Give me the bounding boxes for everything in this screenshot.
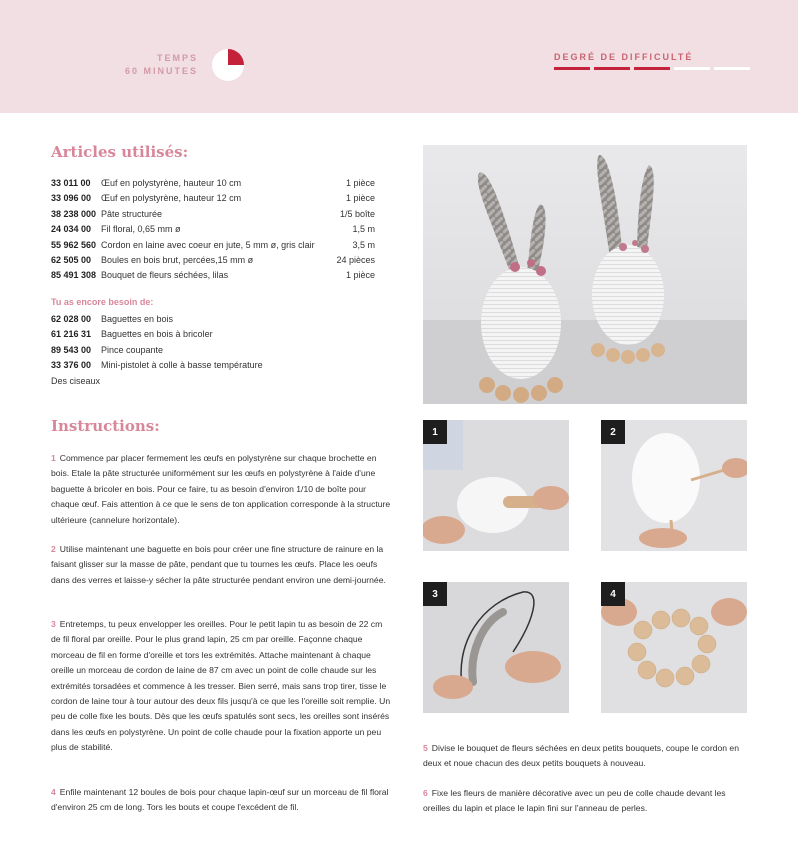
step-number: 6 [423,788,428,798]
step-badge: 2 [601,420,625,444]
besoin-code: 61 216 31 [51,329,92,340]
step-photo-1 [423,420,569,551]
time-block [125,52,198,78]
besoin-row [51,358,375,373]
difficulty-bar [594,67,630,70]
article-row [51,222,375,237]
besoin-row [51,327,375,342]
article-qty: 1,5 m [352,224,375,235]
clock-icon [212,49,244,81]
besoin-desc: Baguettes en bois à bricoler [101,329,213,340]
difficulty-meter [554,67,750,70]
step-2 [51,542,391,588]
besoin-code: 89 543 00 [51,344,92,355]
article-desc: Œuf en polystyrène, hauteur 10 cm [101,178,242,188]
time-label: TEMPS [156,53,198,63]
difficulty-bar [554,67,590,70]
step-text: Commence par placer fermement les œufs en polystyrène sur chaque brochette en bois. Etale la pâte structurée uniformément sur les œufs en polystyrène à l'aide d'une baguette à bricoler en bois. Pour ce faire, tu as besoin d'environ 1/10 de boîte pour chaque œuf. Fais attention à ce que le sens de ton application corresponde à la structure ultérieure (cannelure horizontale). [51,453,391,525]
article-row [51,191,375,206]
step-text: Utilise maintenant une baguette en bois pour créer une fine structure de rainure en la faisant glisser sur la masse de pâte, pendant que tu tournes les œufs. Place les oeufs dans des verres et laisse-y sécher la pâte structurée pendant environ une demi-journée. [51,544,386,585]
difficulty-bar [714,67,750,70]
step-text: Enfile maintenant 12 boules de bois pour chaque lapin-œuf sur un morceau de fil floral d'environ 25 cm de long. Tors les bouts et coupe l'excédent de fil. [51,787,389,813]
step-6 [423,786,753,817]
besoin-list [51,312,375,389]
step-photo-3 [423,582,569,713]
article-code: 85 491 308 [51,270,97,281]
step-photo-2 [601,420,747,551]
besoin-desc: Baguettes en bois [101,314,174,324]
step-text: Fixe les fleurs de manière décorative avec un peu de colle chaude devant les oreilles du lapin et place le lapin fini sur l'anneau de perles. [423,788,726,814]
besoin-extra: Des ciseaux [51,375,101,386]
article-code: 55 962 560 [51,239,97,250]
main-photo-egg-bunnies [423,145,747,404]
step-number: 2 [51,544,56,554]
step-badge: 4 [601,582,625,606]
besoin-title: Tu as encore besoin de: [51,297,154,307]
step-number: 1 [51,453,56,463]
article-desc: Œuf en polystyrène, hauteur 12 cm [101,193,242,204]
article-desc: Pâte structurée [101,208,163,219]
step-4 [51,785,391,816]
article-row [51,268,375,283]
article-code: 62 505 00 [51,255,92,266]
article-code: 24 034 00 [51,224,92,235]
besoin-row [51,343,375,358]
step-5 [423,741,753,772]
step-badge: 1 [423,420,447,444]
article-code: 33 011 00 [51,178,91,188]
article-desc: Cordon en laine avec coeur en jute, 5 mm ø, gris clair [101,239,315,250]
article-row [51,207,375,222]
article-desc: Boules en bois brut, percées,15 mm ø [101,255,254,266]
article-qty: 1 pièce [345,178,375,188]
article-qty: 1 pièce [345,270,375,281]
step-number: 4 [51,787,56,797]
time-value: 60 MINUTES [124,66,198,76]
article-qty: 1/5 boîte [339,208,375,219]
article-qty: 3,5 m [352,239,375,250]
instructions-title: Instructions: [51,417,160,435]
article-code: 33 096 00 [51,193,92,204]
step-photo-4 [601,582,747,713]
articles-list [51,176,375,284]
articles-title: Articles utilisés: [51,143,189,161]
difficulty-label: DEGRÉ DE DIFFICULTÉ [554,52,694,62]
article-desc: Bouquet de fleurs séchées, lilas [101,270,229,281]
article-row [51,253,375,268]
step-number: 5 [423,743,428,753]
besoin-row [51,312,375,327]
step-3 [51,617,391,756]
article-qty: 1 pièce [345,193,375,204]
difficulty-bar [634,67,670,70]
besoin-code: 62 028 00 [51,314,92,324]
step-text: Divise le bouquet de fleurs séchées en deux petits bouquets, coupe le cordon en deux et noue chacun des deux petits bouquets à nouveau. [423,743,739,769]
article-row [51,176,375,191]
article-row [51,238,375,253]
header-band [0,0,798,113]
besoin-desc: Mini-pistolet à colle à basse température [101,360,263,371]
difficulty-bar [674,67,710,70]
step-badge: 3 [423,582,447,606]
step-text: Entretemps, tu peux envelopper les oreilles. Pour le petit lapin tu as besoin de 22 cm de fil floral par oreille. Pour le plus grand lapin, 25 cm par oreille. Façonne chaque morceau de fil en forme d'oreille et tors les extrémités. Attache maintenant à chaque oreille un morceau de cordon de laine de 87 cm avec un point de colle chaude sur les extrémités torsadées et commence à les tresser. Bien serré, mais sans trop tirer, tisse le cordon de laine tour à tour autour des deux fils jusqu'à ce que les l'oreille soit remplie. Un peu de colle fixe les bouts. Dès que les œufs spatulés sont secs, les oreilles sont insérés dans les œufs en polystyrène. Un point de colle chaude pour la fixation apporte un peu plus de stabilité. [51,619,391,753]
article-code: 38 238 000 [51,208,97,219]
besoin-desc: Pince coupante [101,344,164,355]
article-qty: 24 pièces [336,255,375,266]
step-number: 3 [51,619,56,629]
article-desc: Fil floral, 0,65 mm ø [101,224,181,235]
besoin-code: 33 376 00 [51,360,92,371]
step-1 [51,451,391,528]
